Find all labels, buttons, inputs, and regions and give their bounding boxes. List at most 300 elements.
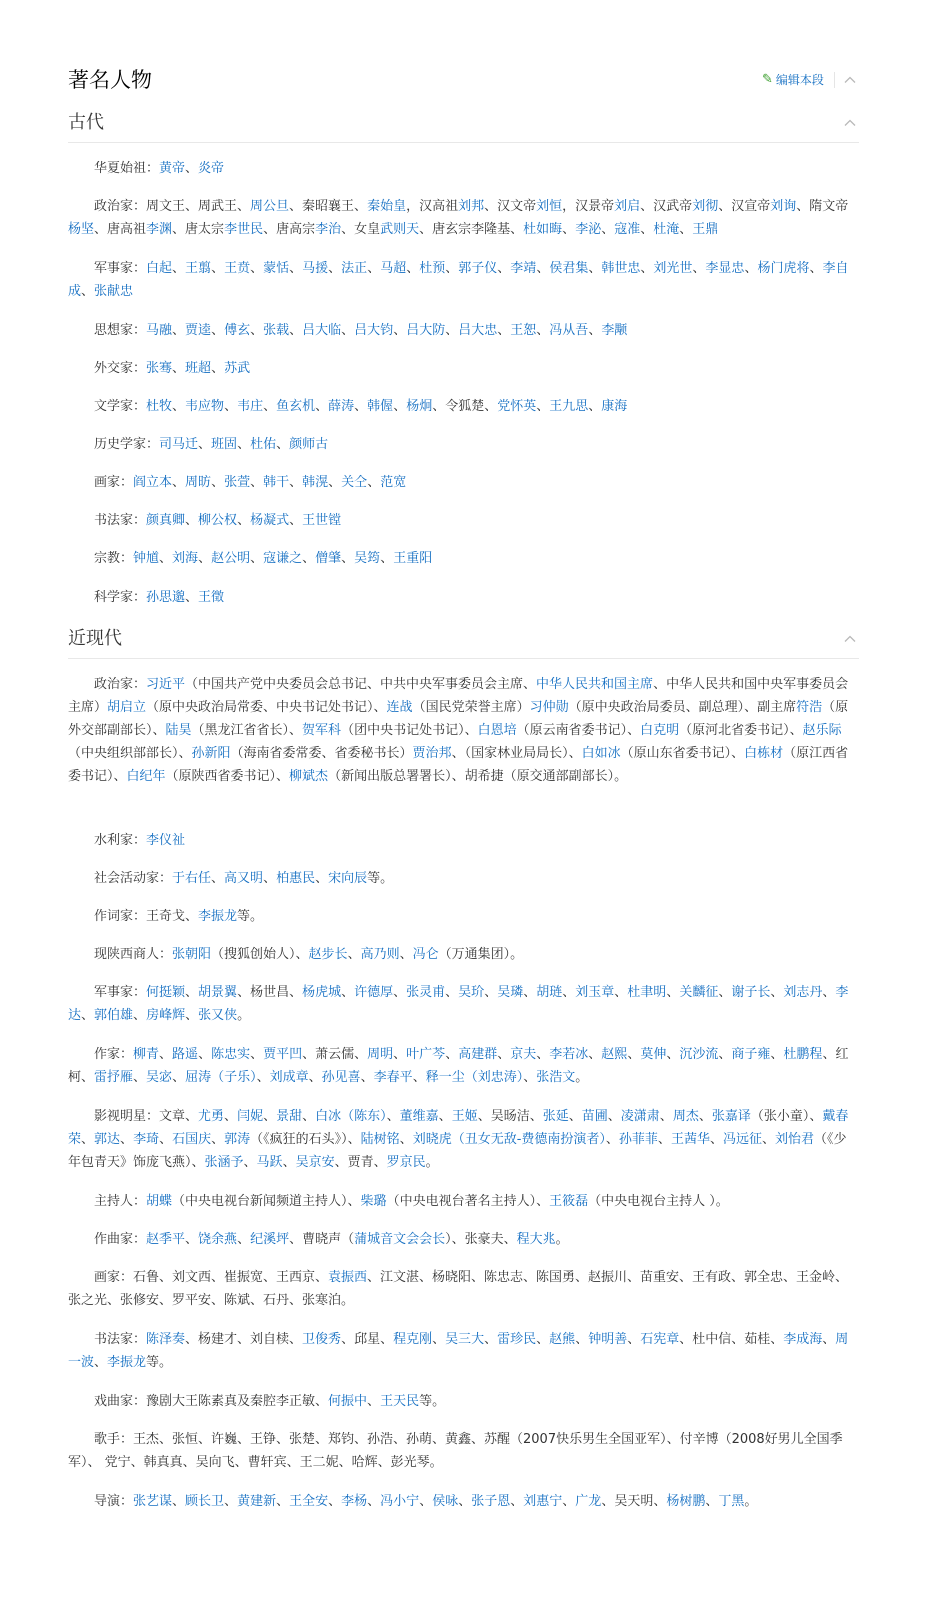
plain-text: 、 [523, 985, 537, 1000]
person-link[interactable]: 关麟征 [679, 985, 719, 1000]
person-link[interactable]: 黄建新 [237, 1494, 277, 1509]
person-link[interactable]: 孙新阳 [191, 746, 231, 761]
person-link[interactable]: 杜聿明 [627, 985, 667, 1000]
person-link[interactable]: 王恕 [510, 323, 537, 338]
person-link[interactable]: 马跃 [256, 1155, 283, 1170]
person-link[interactable]: 赵乐际 [802, 723, 842, 738]
collapse-chevron-icon[interactable] [844, 633, 856, 645]
person-link[interactable]: 张萱 [224, 475, 251, 490]
person-link[interactable]: 颜师古 [289, 437, 329, 452]
person-link[interactable]: 孙思邈 [146, 590, 186, 605]
person-link[interactable]: 张献忠 [94, 284, 134, 299]
person-category-paragraph [68, 1190, 858, 1213]
person-link[interactable]: 陈忠实 [211, 1047, 251, 1062]
plain-text: （万通集团）。 [438, 947, 524, 962]
person-link[interactable]: 白纪年 [126, 769, 166, 784]
person-link[interactable]: 杨炯 [406, 399, 433, 414]
person-link[interactable]: 罗京民 [386, 1155, 426, 1170]
person-link[interactable]: 柳斌杰 [289, 769, 329, 784]
collapse-chevron-icon[interactable] [844, 117, 856, 129]
person-link[interactable]: 于右任 [172, 871, 212, 886]
person-link[interactable]: 孙见喜 [321, 1070, 361, 1085]
person-link[interactable]: 刘邦 [458, 199, 485, 214]
person-link[interactable]: 李达 [68, 985, 849, 1023]
person-link[interactable]: 雷珍民 [497, 1332, 537, 1347]
person-link[interactable]: 吴璘 [497, 985, 524, 1000]
person-link[interactable]: 李振龙 [198, 909, 238, 924]
person-link[interactable]: 顾长卫 [185, 1494, 225, 1509]
person-link[interactable]: 杜预 [419, 261, 446, 276]
person-link[interactable]: 司马迁 [159, 437, 199, 452]
plain-text: 、 [289, 475, 303, 490]
person-link[interactable]: 赵公明 [211, 551, 251, 566]
person-link[interactable]: 寇谦之 [263, 551, 303, 566]
edit-section-button[interactable] [762, 70, 824, 90]
plain-text: （原江西省委书记）、 [68, 746, 849, 784]
person-link[interactable]: 冯从吾 [549, 323, 589, 338]
person-link[interactable]: 范宽 [380, 475, 407, 490]
person-link[interactable]: 刘启 [614, 199, 641, 214]
person-link[interactable]: 高建群 [458, 1047, 498, 1062]
plain-text: 、 [588, 1047, 602, 1062]
person-link[interactable]: 李泌 [575, 222, 602, 237]
person-link[interactable]: 党怀英 [497, 399, 537, 414]
person-link[interactable]: 董维嘉 [399, 1109, 439, 1124]
plain-text: （原中央政治局委员、副总理）、副主席 [568, 700, 797, 715]
person-link[interactable]: 韦庄 [237, 399, 264, 414]
person-link[interactable]: 胡启立 [107, 700, 147, 715]
plain-text: 、 [393, 399, 407, 414]
plain-text: 、唐玄宗李隆基、 [419, 222, 524, 237]
person-link[interactable]: 钟馗 [133, 551, 160, 566]
section-title: 近现代 [68, 628, 122, 649]
person-link[interactable]: 符浩 [796, 700, 823, 715]
person-link[interactable]: 饶余燕 [198, 1232, 238, 1247]
plain-text: 、 [315, 871, 329, 886]
person-link[interactable]: 韦应物 [185, 399, 225, 414]
category-label: 思想家： [94, 323, 147, 338]
category-label: 军事家： [94, 261, 147, 276]
person-link[interactable]: 郭子仪 [458, 261, 498, 276]
person-link[interactable]: 石宪章 [640, 1332, 680, 1347]
person-link[interactable]: 郭伯雄 [94, 1008, 134, 1023]
person-link[interactable]: 程克刚 [393, 1332, 433, 1347]
person-link[interactable]: 杨门虎将 [757, 261, 810, 276]
person-link[interactable]: 苗圃 [581, 1109, 608, 1124]
category-label: 戏曲家： [94, 1394, 147, 1409]
plain-text: 、 [250, 475, 264, 490]
person-link[interactable]: 刘海 [172, 551, 199, 566]
person-link[interactable]: 杜如晦 [523, 222, 563, 237]
person-link[interactable]: 郭达 [94, 1132, 121, 1147]
person-link[interactable]: 周公旦 [250, 199, 290, 214]
plain-text: 、 [438, 1109, 452, 1124]
person-link[interactable]: 苏武 [224, 361, 251, 376]
plain-text: 、 [588, 261, 602, 276]
plain-text: 、 [276, 437, 290, 452]
person-link[interactable]: 张浩文 [536, 1070, 576, 1085]
person-link[interactable]: 屈涛（子乐） [185, 1070, 257, 1085]
person-link[interactable]: 马融 [146, 323, 173, 338]
plain-text: 、 [328, 475, 342, 490]
person-link[interactable]: 孙菲菲 [618, 1132, 658, 1147]
category-label: 文学家： [94, 399, 147, 414]
person-link[interactable]: 习仲勋 [529, 700, 569, 715]
person-link[interactable]: 刘玉章 [575, 985, 615, 1000]
person-link[interactable]: 路遥 [172, 1047, 199, 1062]
person-link[interactable]: 王筱磊 [549, 1194, 589, 1209]
person-link[interactable]: 王贲 [224, 261, 251, 276]
person-link[interactable]: 京夫 [510, 1047, 537, 1062]
person-link[interactable]: 赵季平 [146, 1232, 186, 1247]
person-link[interactable]: 商子雍 [731, 1047, 771, 1062]
person-link[interactable]: 冯远征 [722, 1132, 762, 1147]
person-link[interactable]: 吴三大 [445, 1332, 485, 1347]
person-link[interactable]: 法正 [341, 261, 368, 276]
person-category-paragraph [68, 395, 858, 418]
person-link[interactable]: 杨凝式 [250, 513, 290, 528]
plain-text: 、 [360, 1070, 374, 1085]
category-label: 现陕西商人： [94, 947, 173, 962]
person-category-paragraph [68, 157, 858, 180]
person-link[interactable]: 李春平 [373, 1070, 413, 1085]
person-link[interactable]: 袁振西 [328, 1270, 368, 1285]
plain-text: 、邱星、 [341, 1332, 394, 1347]
person-link[interactable]: 赵步长 [308, 947, 348, 962]
person-link[interactable]: 高又明 [224, 871, 264, 886]
person-link[interactable]: 张骞 [146, 361, 173, 376]
person-link[interactable]: 丁黑 [718, 1494, 745, 1509]
person-category-paragraph [68, 547, 858, 570]
person-link[interactable]: 寇准 [614, 222, 641, 237]
plain-text: 、汉文帝 [484, 199, 537, 214]
plain-text: 、 [237, 1232, 251, 1247]
person-link[interactable]: 李显忠 [705, 261, 745, 276]
page-title: 著名人物 [68, 68, 152, 92]
person-link[interactable]: 纪溪坪 [250, 1232, 290, 1247]
person-link[interactable]: 赵熙 [601, 1047, 628, 1062]
person-link[interactable]: 韩世忠 [601, 261, 641, 276]
plain-text: 、 [536, 399, 550, 414]
person-link[interactable]: 王鼎 [692, 222, 719, 237]
plain-text: 、 [627, 1332, 641, 1347]
plain-text: 、 [263, 1109, 277, 1124]
plain-text: 、 [289, 513, 303, 528]
plain-text: （原云南省委书记）、 [516, 723, 641, 738]
plain-text: 、 [198, 437, 212, 452]
person-link[interactable]: 炎帝 [198, 161, 225, 176]
plain-text: 、唐高祖 [94, 222, 147, 237]
person-link[interactable]: 李杨 [341, 1494, 368, 1509]
person-link[interactable]: 班超 [185, 361, 212, 376]
person-link[interactable]: 沉沙流 [679, 1047, 719, 1062]
person-link[interactable]: 白栋材 [744, 746, 784, 761]
person-link[interactable]: 杜鹏程 [783, 1047, 823, 1062]
person-category-paragraph [68, 981, 858, 1027]
person-link[interactable]: 柳青 [133, 1047, 160, 1062]
person-link[interactable]: 程大兆 [516, 1232, 556, 1247]
person-link[interactable]: 赵熊 [549, 1332, 576, 1347]
plain-text: 、 [761, 1132, 775, 1147]
plain-text: 、红柯、 [68, 1047, 849, 1085]
person-link[interactable]: 张又侠 [198, 1008, 238, 1023]
person-link[interactable]: 吴京安 [295, 1155, 335, 1170]
person-link[interactable]: 郭涛 [224, 1132, 251, 1147]
person-link[interactable]: 武则天 [380, 222, 420, 237]
person-link[interactable]: 杜佑 [250, 437, 277, 452]
plain-text: 、 [718, 985, 732, 1000]
person-link[interactable]: 王九思 [549, 399, 589, 414]
person-link[interactable]: 白起 [146, 261, 173, 276]
person-link[interactable]: 凌潇肃 [620, 1109, 660, 1124]
person-link[interactable]: 刘晓虎（丑女无敌-费德南扮演者） [412, 1132, 606, 1147]
plain-text: 、 [536, 1047, 550, 1062]
person-link[interactable]: 吕大忠 [458, 323, 498, 338]
person-link[interactable]: 刘怡君 [775, 1132, 815, 1147]
person-link[interactable]: 张延 [542, 1109, 569, 1124]
person-link[interactable]: 李成海 [783, 1332, 823, 1347]
plain-text: 、 [698, 1109, 712, 1124]
plain-text: （原中央政治局常委、中央书记处书记）、 [146, 700, 387, 715]
person-link[interactable]: 叶广芩 [406, 1047, 446, 1062]
plain-text: 、 [744, 261, 758, 276]
plain-text: 、 [237, 513, 251, 528]
person-link[interactable]: 王徵 [198, 590, 225, 605]
plain-text: 。 [425, 1155, 439, 1170]
person-link[interactable]: 贾平凹 [263, 1047, 303, 1062]
person-link[interactable]: 刘惠宁 [523, 1494, 563, 1509]
person-link[interactable]: 宋向辰 [328, 871, 368, 886]
person-link[interactable]: 释一尘（刘忠涛） [425, 1070, 524, 1085]
plain-text: 、 [185, 985, 199, 1000]
person-link[interactable]: 李振龙 [107, 1355, 147, 1370]
person-link[interactable]: 吕大临 [302, 323, 342, 338]
plain-text: 、汉武帝 [640, 199, 693, 214]
plain-text: 、 [81, 284, 95, 299]
person-link[interactable]: 广龙 [575, 1494, 602, 1509]
person-link[interactable]: 阎立本 [133, 475, 173, 490]
person-link[interactable]: 蒙恬 [263, 261, 290, 276]
plain-text: 、 [705, 1494, 719, 1509]
person-link[interactable]: 张涵予 [204, 1155, 244, 1170]
plain-text: 、吴旸洁、 [477, 1109, 543, 1124]
person-link[interactable]: 闫妮 [237, 1109, 264, 1124]
plain-text: 。 [744, 1494, 758, 1509]
plain-text: 、 [211, 361, 225, 376]
person-link[interactable]: 高乃则 [360, 947, 400, 962]
person-link[interactable]: 杨树鹏 [666, 1494, 706, 1509]
plain-text: 、 [341, 551, 355, 566]
person-link[interactable]: 王重阳 [393, 551, 433, 566]
plain-text: 、 [367, 1494, 381, 1509]
person-link[interactable]: 中华人民共和国主席 [536, 677, 654, 692]
person-link[interactable]: 陆昊 [165, 723, 192, 738]
person-link[interactable]: 冯小宁 [380, 1494, 420, 1509]
category-label: 画家： [94, 475, 134, 490]
person-link[interactable]: 房峰辉 [146, 1008, 186, 1023]
person-link[interactable]: 康海 [601, 399, 628, 414]
person-link[interactable]: 雷抒雁 [94, 1070, 134, 1085]
collapse-chevron-icon[interactable] [844, 74, 856, 86]
plain-text: 、唐高宗 [263, 222, 316, 237]
plain-text: 、令狐楚、 [432, 399, 498, 414]
person-link[interactable]: 马超 [380, 261, 407, 276]
person-link[interactable]: 王全安 [289, 1494, 329, 1509]
person-category-paragraph [68, 829, 858, 852]
person-link[interactable]: 秦始皇 [367, 199, 407, 214]
person-link[interactable]: 王天民 [380, 1394, 420, 1409]
plain-text: 、 [81, 1132, 95, 1147]
person-link[interactable]: 柴璐 [360, 1194, 387, 1209]
plain-text: 、 [588, 399, 602, 414]
person-link[interactable]: 许德厚 [354, 985, 394, 1000]
person-link[interactable]: 杨虎城 [302, 985, 342, 1000]
person-link[interactable]: 白如冰 [581, 746, 621, 761]
person-link[interactable]: 僧肇 [315, 551, 342, 566]
person-link[interactable]: 石国庆 [172, 1132, 212, 1147]
person-link[interactable]: 陈泽奏 [146, 1332, 186, 1347]
person-link[interactable]: 颜真卿 [146, 513, 186, 528]
person-link[interactable]: 吴宓 [146, 1070, 173, 1085]
person-link[interactable]: 胡蝶 [146, 1194, 173, 1209]
person-link[interactable]: 吕大钧 [354, 323, 394, 338]
person-link[interactable]: 马援 [302, 261, 329, 276]
person-link[interactable]: 杜淹 [653, 222, 680, 237]
person-link[interactable]: 傅玄 [224, 323, 251, 338]
plain-text: 、 [250, 551, 264, 566]
person-link[interactable]: 薛涛 [328, 399, 355, 414]
person-link[interactable]: 莫伸 [640, 1047, 667, 1062]
person-link[interactable]: 李琦 [133, 1132, 160, 1147]
plain-text: 、 [380, 551, 394, 566]
person-link[interactable]: 刘成章 [269, 1070, 309, 1085]
person-link[interactable]: 习近平 [146, 677, 186, 692]
person-link[interactable]: 蒲城音文会会长 [354, 1232, 446, 1247]
person-link[interactable]: 李靖 [510, 261, 537, 276]
person-link[interactable]: 王翦 [185, 261, 212, 276]
plain-text: 、 [185, 590, 199, 605]
person-link[interactable]: 韩干 [263, 475, 290, 490]
person-link[interactable]: 张嘉译 [711, 1109, 751, 1124]
person-link[interactable]: 戴春荣 [68, 1109, 849, 1147]
category-label: 社会活动家： [94, 871, 173, 886]
person-link[interactable]: 李治 [315, 222, 342, 237]
person-category-paragraph [68, 357, 858, 380]
plain-text: 、 [328, 261, 342, 276]
plain-text: 、 [159, 551, 173, 566]
person-link[interactable]: 刘彻 [692, 199, 719, 214]
person-link[interactable]: 侯君集 [549, 261, 589, 276]
person-link[interactable]: 李若冰 [549, 1047, 589, 1062]
plain-text: 、 [263, 399, 277, 414]
person-link[interactable]: 白克明 [640, 723, 680, 738]
plain-text: （团中央书记处书记）、 [341, 723, 478, 738]
person-link[interactable]: 张朝阳 [172, 947, 212, 962]
person-link[interactable]: 关仝 [341, 475, 368, 490]
plain-text: （国民党荣誉主席） [412, 700, 530, 715]
person-link[interactable]: 贺军科 [302, 723, 342, 738]
person-link[interactable]: 周一波 [68, 1332, 849, 1370]
person-link[interactable]: 黄帝 [159, 161, 186, 176]
person-link[interactable]: 连战 [386, 700, 413, 715]
person-link[interactable]: 韩滉 [302, 475, 329, 490]
person-link[interactable]: 张载 [263, 323, 290, 338]
person-link[interactable]: 刘询 [770, 199, 797, 214]
person-link[interactable]: 贾逵 [185, 323, 212, 338]
person-link[interactable]: 杨坚 [68, 222, 95, 237]
person-link[interactable]: 李颙 [601, 323, 628, 338]
person-link[interactable]: 胡琏 [536, 985, 563, 1000]
person-link[interactable]: 何挺颖 [146, 985, 186, 1000]
person-link[interactable]: 柏惠民 [276, 871, 316, 886]
person-link[interactable]: 周杰 [672, 1109, 699, 1124]
person-link[interactable]: 班固 [211, 437, 238, 452]
person-link[interactable]: 周昉 [185, 475, 212, 490]
person-link[interactable]: 鱼玄机 [276, 399, 316, 414]
person-link[interactable]: 李自成 [68, 261, 849, 299]
person-link[interactable]: 贾治邦 [412, 746, 452, 761]
person-link[interactable]: 张子恩 [471, 1494, 511, 1509]
person-link[interactable]: 张艺谋 [133, 1494, 173, 1509]
plain-text: 、 [536, 261, 550, 276]
person-link[interactable]: 胡景翼 [198, 985, 238, 1000]
person-link[interactable]: 柳公权 [198, 513, 238, 528]
person-link[interactable]: 刘志丹 [783, 985, 823, 1000]
person-link[interactable]: 王茜华 [670, 1132, 710, 1147]
person-link[interactable]: 王世镗 [302, 513, 342, 528]
plain-text: 、 [302, 1109, 316, 1124]
category-label: 书法家： [94, 1332, 147, 1347]
person-link[interactable]: 李仪祉 [146, 833, 186, 848]
category-label: 主持人： [94, 1194, 147, 1209]
person-link[interactable]: 李世民 [224, 222, 264, 237]
person-link[interactable]: 冯仑 [412, 947, 439, 962]
plain-text: 、 [185, 1232, 199, 1247]
person-link[interactable]: 韩偓 [367, 399, 394, 414]
plain-text: 王奇戈、 [146, 909, 199, 924]
person-link[interactable]: 杜牧 [146, 399, 173, 414]
person-link[interactable]: 何振中 [328, 1394, 368, 1409]
person-link[interactable]: 张灵甫 [406, 985, 446, 1000]
person-link[interactable]: 陆树铭 [360, 1132, 400, 1147]
person-link[interactable]: 吕大防 [406, 323, 446, 338]
person-link[interactable]: 李渊 [146, 222, 173, 237]
person-link[interactable]: 吴筠 [354, 551, 381, 566]
plain-text: 、 [172, 323, 186, 338]
person-link[interactable]: 卫俊秀 [302, 1332, 342, 1347]
person-link[interactable]: 刘恒 [536, 199, 563, 214]
person-link[interactable]: 白恩培 [477, 723, 517, 738]
person-link[interactable]: 谢子长 [731, 985, 771, 1000]
person-category-paragraph [68, 471, 858, 494]
person-link[interactable]: 刘光世 [653, 261, 693, 276]
plain-text: 、 [666, 985, 680, 1000]
category-label: 华夏始祖： [94, 161, 160, 176]
person-link[interactable]: 白冰（陈东） [315, 1109, 387, 1124]
person-link[interactable]: 王姬 [451, 1109, 478, 1124]
plain-text: 石鲁、刘文西、崔振宽、王西京、 [133, 1270, 329, 1285]
person-link[interactable]: 钟明善 [588, 1332, 628, 1347]
person-link[interactable]: 侯咏 [432, 1494, 459, 1509]
person-category-paragraph [68, 195, 858, 241]
person-link[interactable]: 景甜 [276, 1109, 303, 1124]
person-link[interactable]: 吴玠 [458, 985, 485, 1000]
person-link[interactable]: 尤勇 [198, 1109, 225, 1124]
person-link[interactable]: 周明 [367, 1047, 394, 1062]
category-label: 宗教： [94, 551, 134, 566]
plain-text: 、 [445, 323, 459, 338]
plain-text: ，汉高祖 [406, 199, 459, 214]
